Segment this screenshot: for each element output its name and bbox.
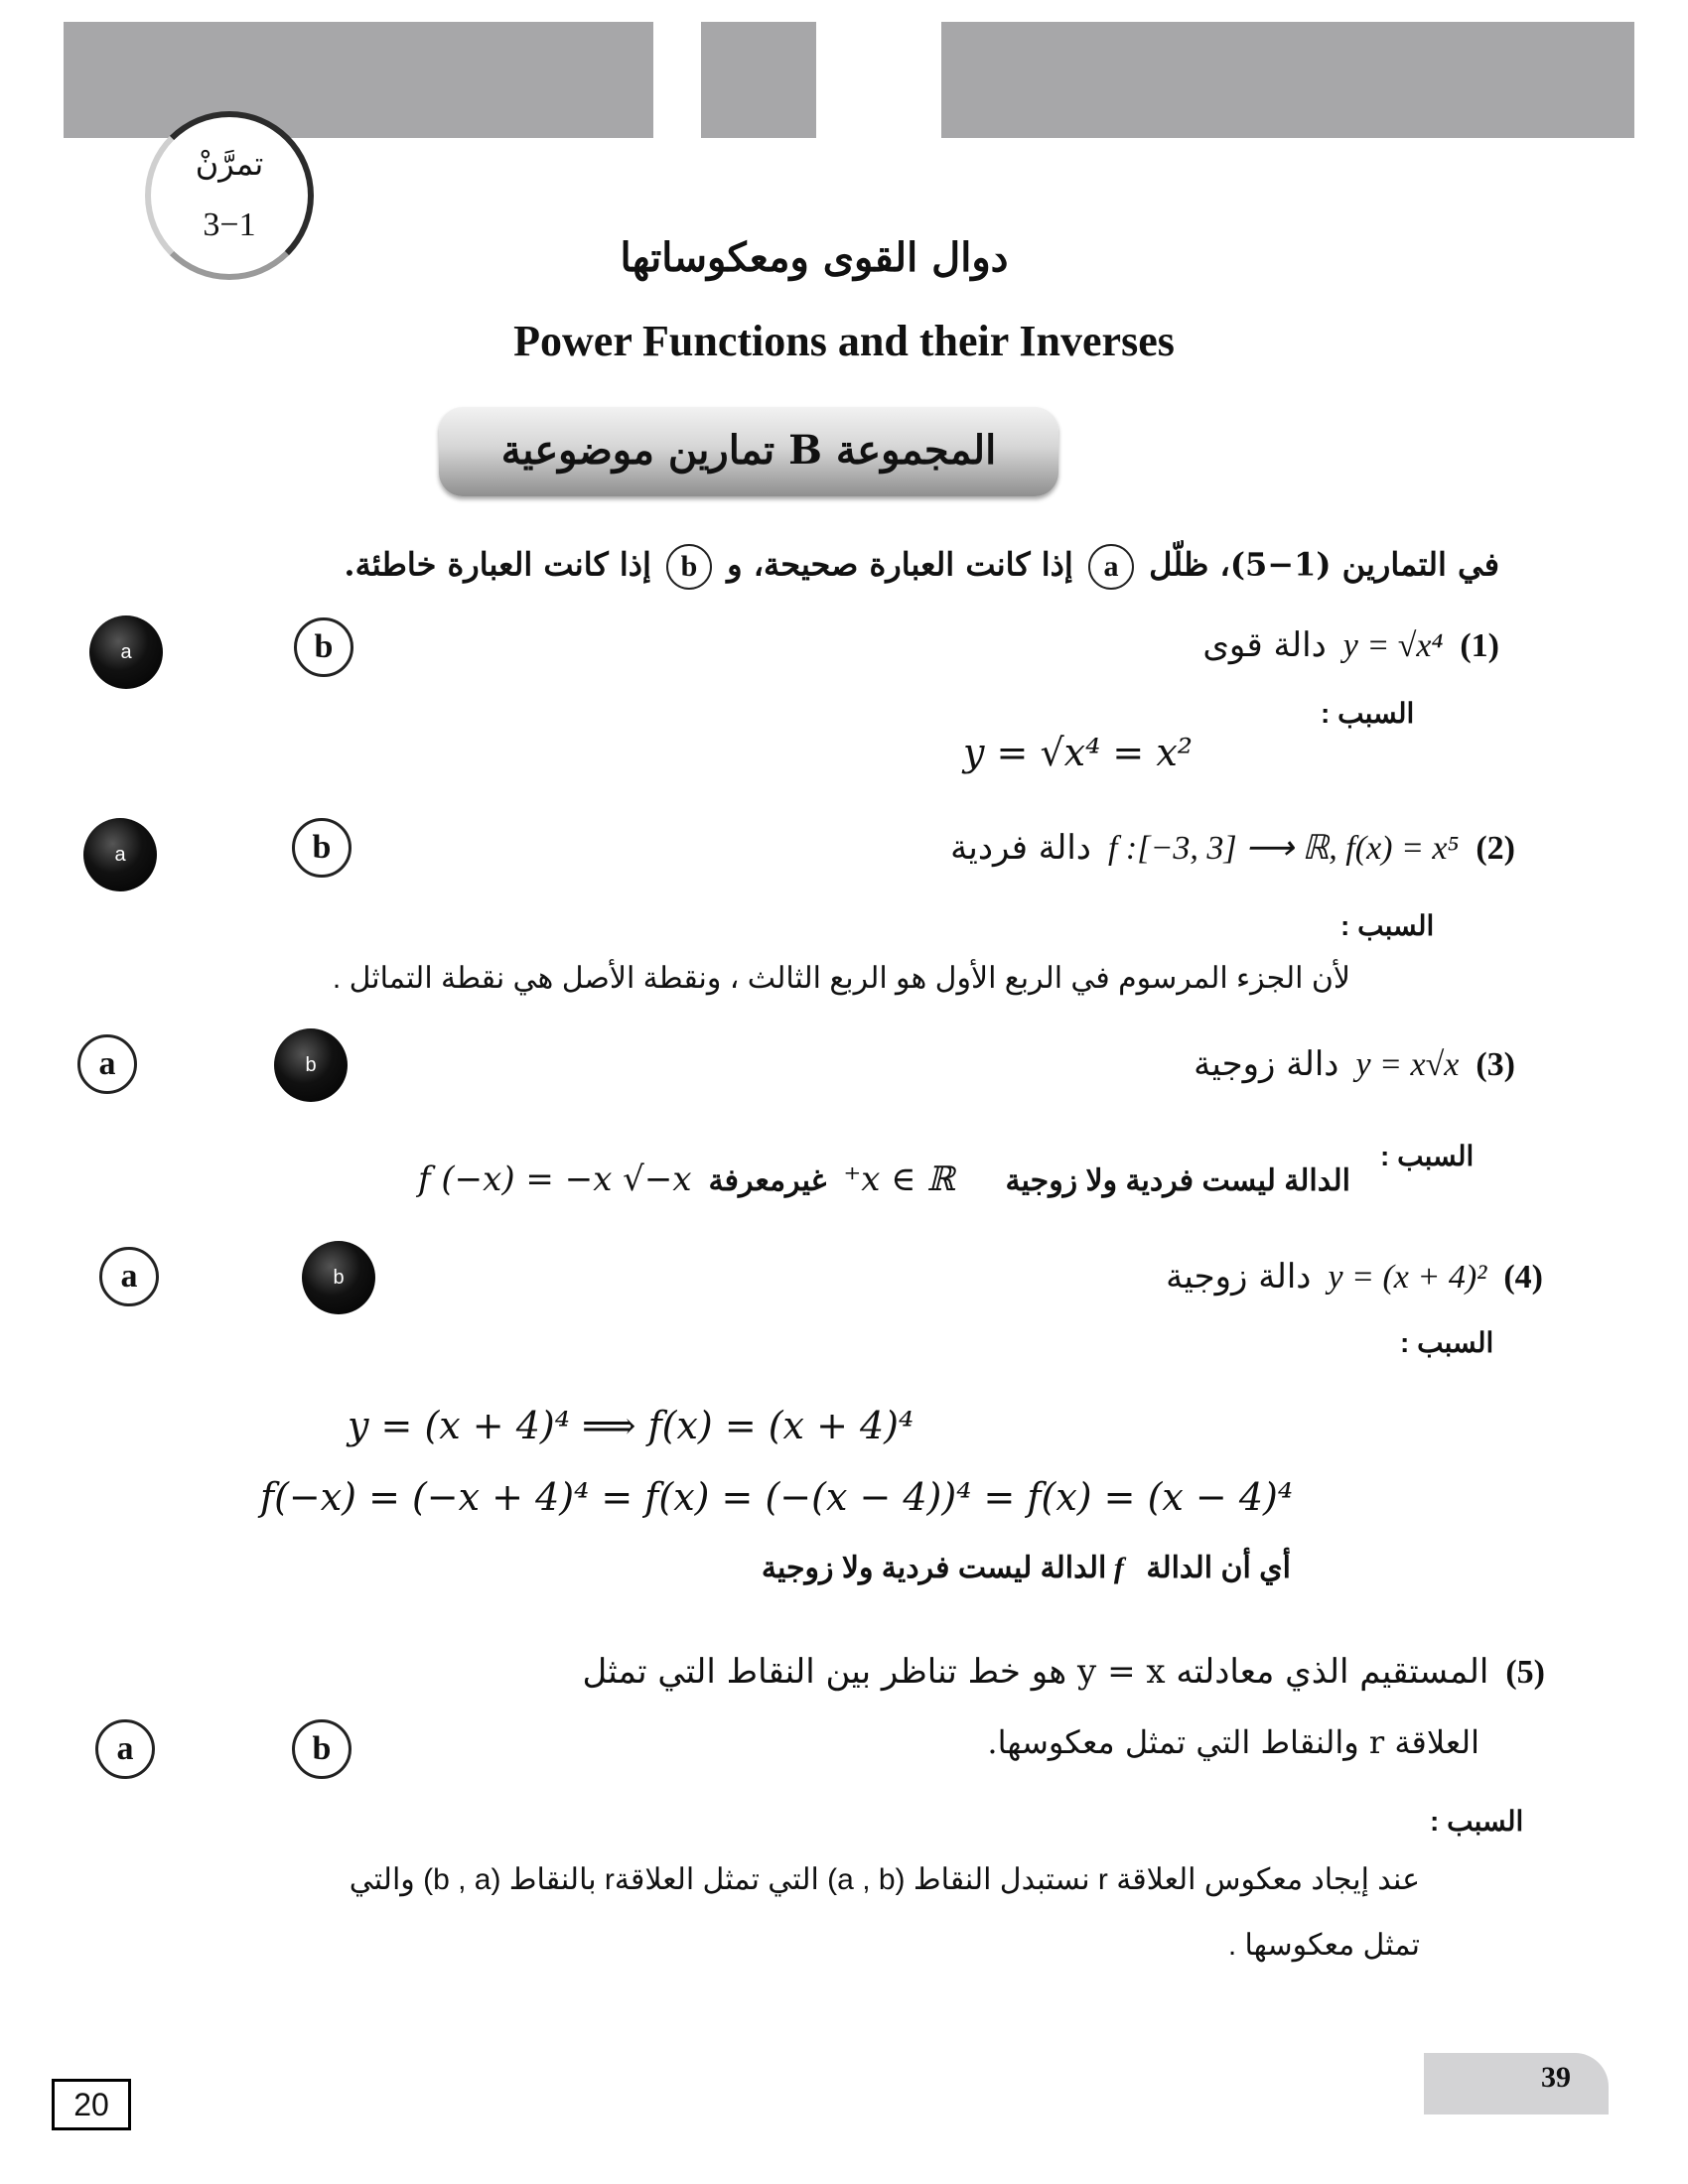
ex5-reason-line1: عند إيجاد معكوس العلاقة r نستبدل النقاط (a , b) التي تمثل العلاقةr بالنقاط (b , a) والتي — [349, 1863, 1420, 1896]
ex4-reason-line1: y = (x + 4)⁴ ⟹ f(x) = (x + 4)⁴ — [348, 1404, 914, 1447]
page-number: 39 — [1424, 2053, 1609, 2115]
ex1-option-a-selected[interactable]: a — [89, 615, 163, 689]
instructions-part2: إذا كانت العبارة صحيحة، و — [727, 545, 1073, 584]
ex2-reason-label: السبب : — [1340, 910, 1435, 941]
ex3-option-a[interactable]: a — [77, 1034, 137, 1094]
ex1-reason-label: السبب : — [1321, 698, 1415, 729]
ex1-reason-math: y = √x⁴ = x² — [963, 731, 1194, 774]
ex5-statement-line1 — [556, 1652, 1545, 1692]
ex1-statement-math: y = √x⁴ — [1342, 627, 1444, 664]
ex4-statement-text: دالة زوجية — [1166, 1257, 1312, 1297]
ex4-reason-line3-pre: أي أن الدالة — [1146, 1552, 1291, 1584]
ex1-statement-text: دالة قوى — [1202, 625, 1327, 665]
ex2-statement-math: f :[−3, 3] ⟶ ℝ, f(x) = x⁵ — [1107, 830, 1460, 867]
ex5-statement-line2: العلاقة r والنقاط التي تمثل معكوسها. — [987, 1723, 1479, 1761]
ex3-statement — [894, 1044, 1515, 1084]
ex3-reason-text: الدالة ليست فردية ولا زوجية — [1005, 1164, 1350, 1197]
badge-number: 3−1 — [203, 206, 256, 243]
header-bar-middle — [701, 22, 816, 138]
ex5-reason-line2: تمثل معكوسها . — [1227, 1929, 1420, 1962]
page-title-english: Power Functions and their Inverses — [513, 317, 1175, 365]
group-heading: المجموعة B تمارين موضوعية — [439, 407, 1058, 496]
ex2-number: (2) — [1476, 830, 1515, 867]
ex3-option-b-selected[interactable]: b — [274, 1028, 348, 1102]
instructions-option-b: b — [666, 544, 712, 590]
ex3-reason-math-2: f (−x) = −x √−x — [418, 1160, 692, 1199]
page-title-arabic: دوال القوى ومعكوساتها — [620, 234, 1009, 281]
exercise-badge — [145, 111, 314, 280]
page-stamp: 20 — [52, 2079, 131, 2130]
ex4-statement-math: y = (x + 4)² — [1328, 1259, 1487, 1296]
ex4-reason-line2: f(−x) = (−x + 4)⁴ = f(x) = (−(x − 4))⁴ = f(x) = (x − 4)⁴ — [260, 1475, 1294, 1519]
ex2-option-a-selected[interactable]: a — [83, 818, 157, 891]
ex2-statement — [814, 828, 1515, 868]
ex2-option-b[interactable]: b — [292, 818, 352, 878]
instructions-part1: في التمارين (1−5)، ظلّل — [1149, 545, 1499, 584]
ex4-reason-label: السبب : — [1400, 1327, 1494, 1358]
ex5-option-a[interactable]: a — [95, 1719, 155, 1779]
ex4-reason-line3-post: الدالة ليست فردية ولا زوجية — [761, 1552, 1107, 1584]
ex3-reason-text-2: غيرمعرفة — [708, 1164, 827, 1197]
ex4-statement — [894, 1257, 1543, 1297]
ex2-statement-text: دالة فردية — [950, 828, 1091, 868]
ex5-reason-label: السبب : — [1430, 1806, 1524, 1837]
ex4-option-b-selected[interactable]: b — [302, 1241, 375, 1314]
ex3-reason-label: السبب : — [1380, 1141, 1475, 1171]
instructions-option-a: a — [1088, 544, 1134, 590]
ex3-number: (3) — [1476, 1046, 1515, 1083]
instructions-part3: إذا كانت العبارة خاطئة. — [344, 545, 651, 584]
ex1-number: (1) — [1460, 627, 1499, 664]
ex3-reason-row — [248, 1160, 1350, 1199]
ex3-statement-math: y = x√x — [1355, 1046, 1460, 1083]
ex4-number: (4) — [1503, 1259, 1543, 1296]
header-bar-right — [941, 22, 1634, 138]
ex4-option-a[interactable]: a — [99, 1247, 159, 1306]
badge-label: تمرَّنْ — [195, 145, 264, 183]
ex5-number: (5) — [1505, 1654, 1545, 1691]
ex3-reason-math-1: x ∈ ℝ⁺ — [843, 1160, 955, 1199]
ex2-reason-text: لأن الجزء المرسوم في الربع الأول هو الربع الثالث ، ونقطة الأصل هي نقطة التماثل . — [332, 962, 1350, 995]
ex1-statement — [894, 625, 1499, 665]
instructions — [344, 544, 1499, 590]
ex4-reason-line3 — [596, 1551, 1291, 1585]
ex1-option-b[interactable]: b — [294, 617, 353, 677]
header-bar-left — [64, 22, 653, 138]
ex3-statement-text: دالة زوجية — [1194, 1044, 1339, 1084]
ex4-reason-line3-f: f — [1113, 1552, 1124, 1584]
ex5-option-b[interactable]: b — [292, 1719, 352, 1779]
ex5-statement-text-1: المستقيم الذي معادلته y = x هو خط تناظر بين النقاط التي تمثل — [582, 1652, 1489, 1692]
